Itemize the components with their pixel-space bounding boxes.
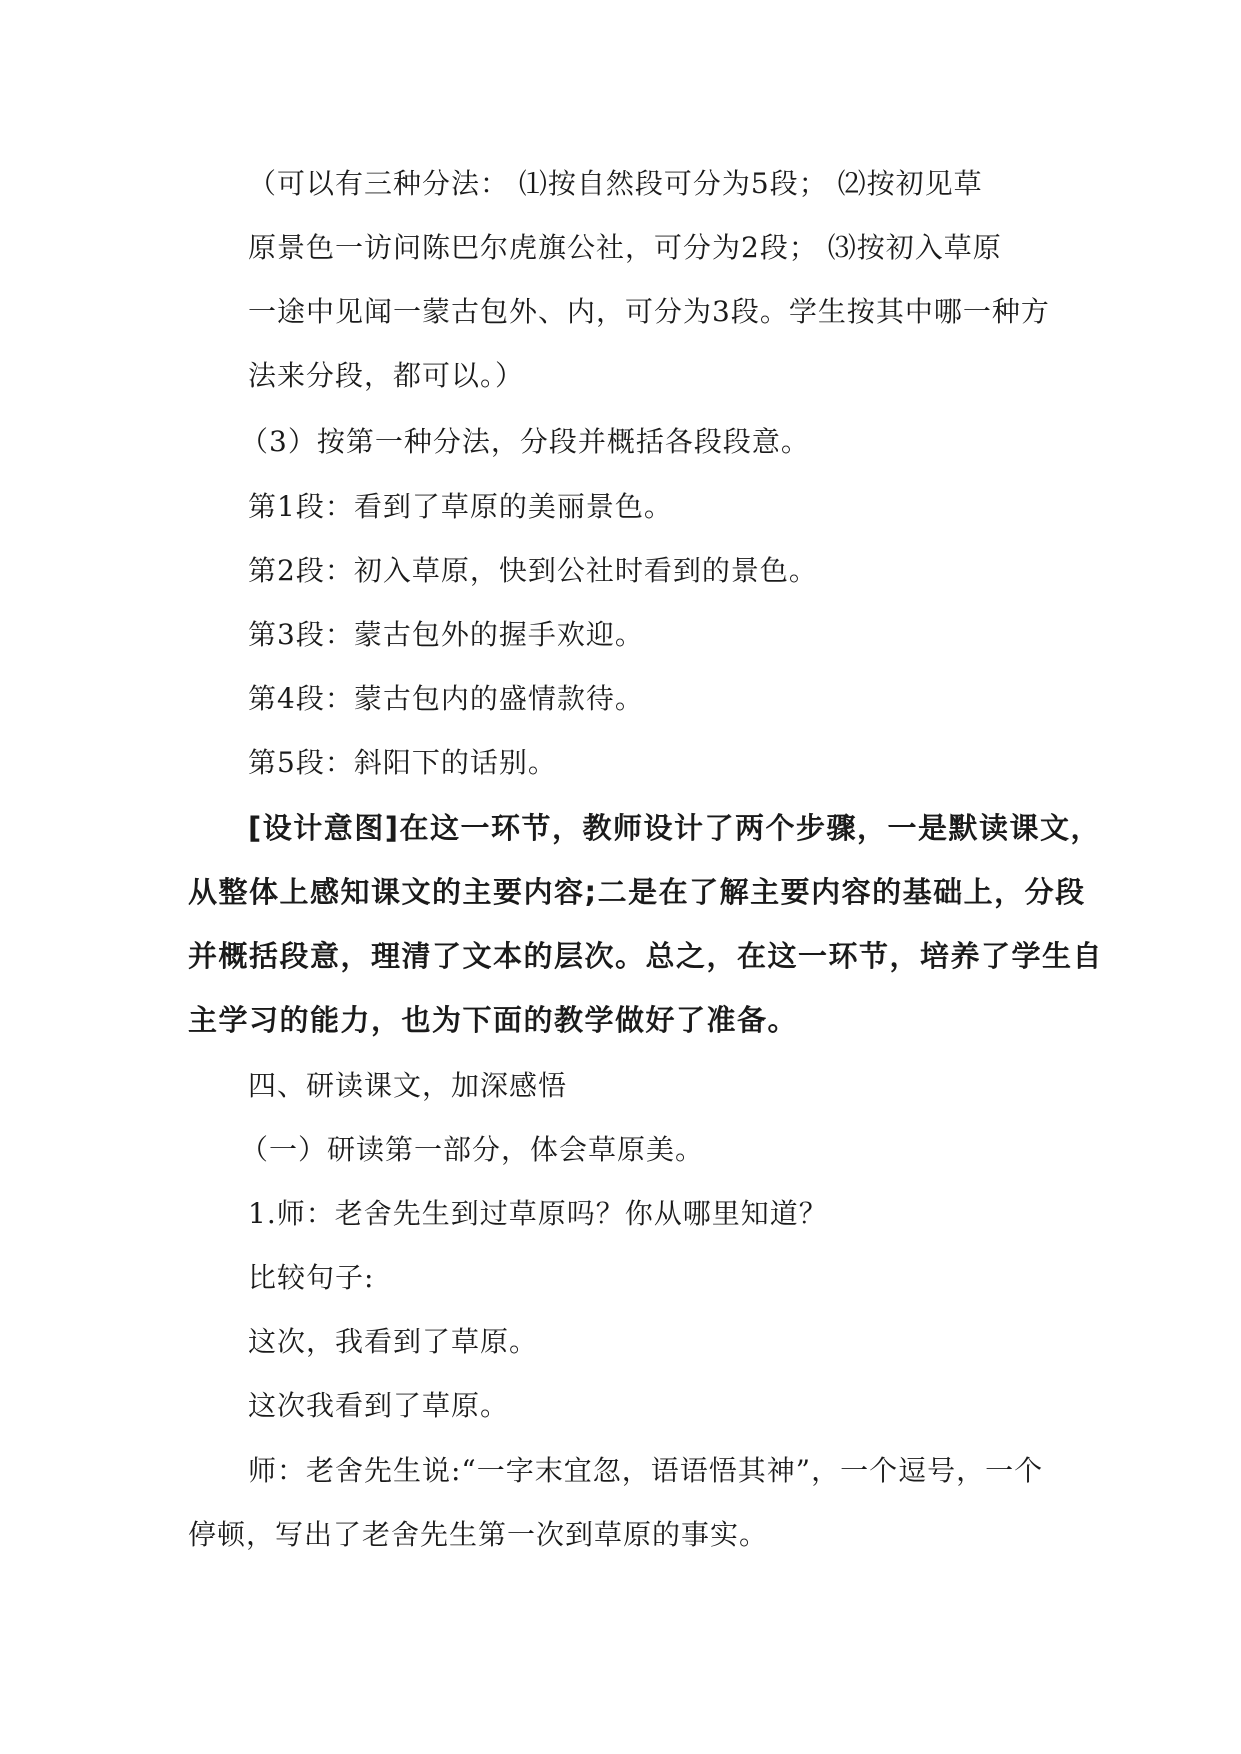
sentence-b: 这次我看到了草原。 [248,1389,510,1422]
section-4-heading: 四、研读课文，加深感悟 [248,1069,568,1102]
segment-2: 第2段：初入草原，快到公社时看到的景色。 [248,554,818,587]
sentence-a: 这次，我看到了草原。 [248,1325,539,1358]
subsection-1-heading: （一）研读第一部分，体会草原美。 [240,1133,705,1166]
question-1: 1.师：老舍先生到过草原吗？你从哪里知道？ [248,1197,828,1230]
compare-label: 比较句子: [248,1261,375,1294]
segment-3: 第3段：蒙古包外的握手欢迎。 [248,618,644,651]
design-intent-line-1: [设计意图]在这一环节，教师设计了两个步骤，一是默读课文， [248,811,1102,845]
segment-1: 第1段：看到了草原的美丽景色。 [248,490,673,523]
design-intent-line-4: 主学习的能力，也为下面的教学做好了准备。 [188,1003,799,1037]
step-3-heading: （3）按第一种分法，分段并概括各段段意。 [240,425,810,458]
segment-5: 第5段：斜阳下的话别。 [248,746,557,779]
teacher-line-1: 师：老舍先生说:“一字末宜忽，语语悟其神”，一个逗号，一个 [248,1454,1044,1487]
teacher-line-2: 停顿，写出了老舍先生第一次到草原的事实。 [188,1518,769,1551]
note-line-3: 一途中见闻一蒙古包外、内，可分为3段。学生按其中哪一种方 [248,295,1050,328]
note-line-2: 原景色一访问陈巴尔虎旗公社，可分为2段； ⑶按初入草原 [248,231,1002,264]
note-line-4: 法来分段，都可以。） [248,359,525,392]
design-intent-line-2: 从整体上感知课文的主要内容;二是在了解主要内容的基础上，分段 [188,875,1086,909]
note-line-1: （可以有三种分法： ⑴按自然段可分为5段； ⑵按初见草 [248,167,983,200]
design-intent-line-3: 并概括段意，理清了文本的层次。总之，在这一环节，培养了学生自 [188,939,1104,973]
segment-4: 第4段：蒙古包内的盛情款待。 [248,682,644,715]
